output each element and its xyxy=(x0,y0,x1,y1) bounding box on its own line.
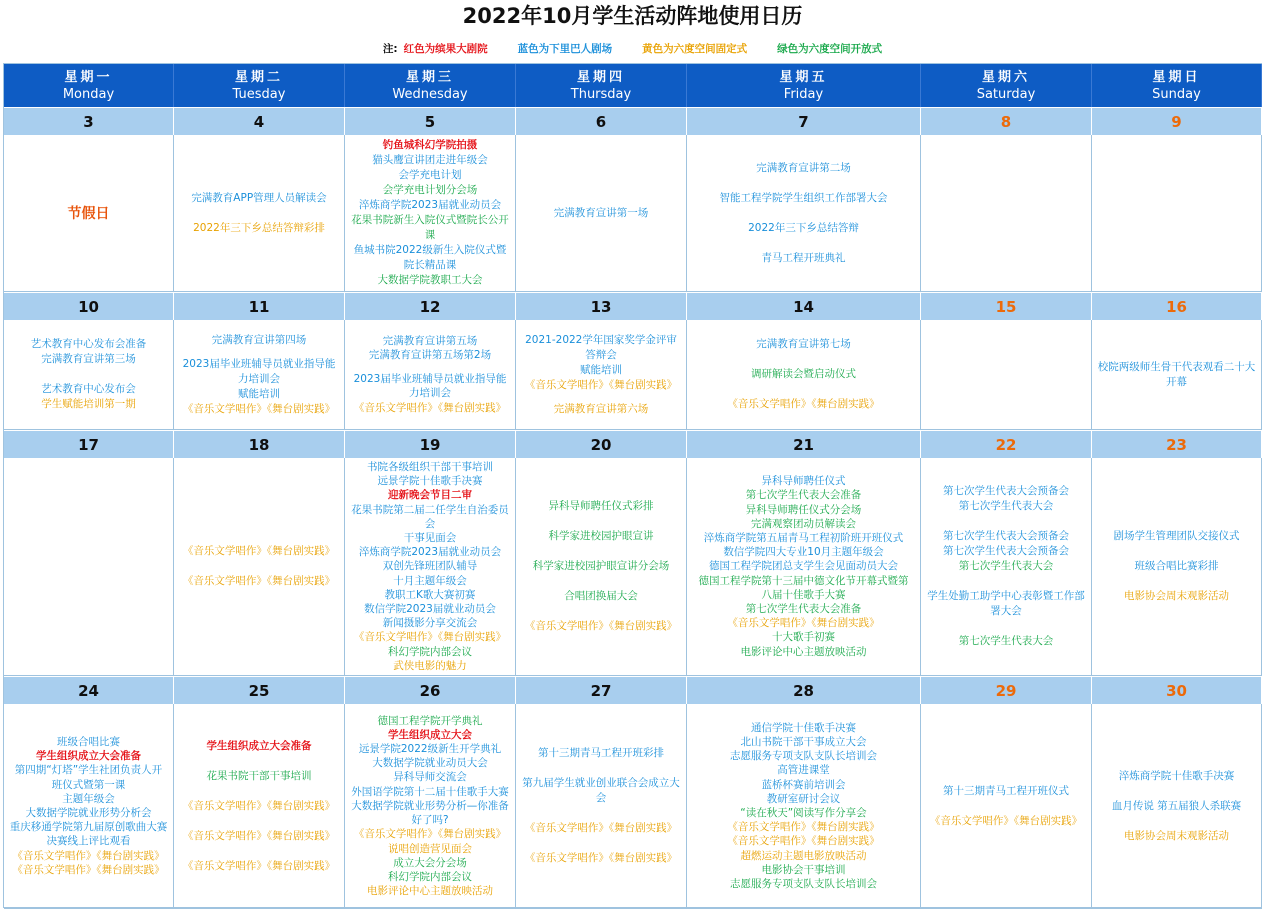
event-item: 学生组织成立大会准备 xyxy=(36,750,141,763)
day-cell xyxy=(345,320,516,430)
day-cell xyxy=(921,458,1092,676)
date-number: 3 xyxy=(4,107,174,135)
day-header-en: Saturday xyxy=(976,86,1036,102)
event-item: 鱼城书院2022级新生入院仪式暨 xyxy=(353,244,507,256)
event-item: 艺术教育中心发布会准备 xyxy=(30,338,147,350)
event-item: 班级合唱比赛彩排 xyxy=(1134,560,1219,572)
day-cell xyxy=(516,458,687,676)
day-header-zh: 星期三 xyxy=(405,69,454,85)
event-item: 《音乐文学唱作》《舞台剧实践》 xyxy=(182,575,336,587)
event-item: 第十三期青马工程开班仪式 xyxy=(943,784,1069,797)
day-cell xyxy=(1092,135,1262,292)
event-item: 2022年三下乡总结答辩 xyxy=(748,221,859,234)
event-item: 完满观察团动员解读会 xyxy=(751,517,856,530)
event-item: 花果书院干部干事培训 xyxy=(206,769,312,782)
date-number: 16 xyxy=(1092,292,1262,320)
event-item: 《音乐文学唱作》《舞台剧实践》 xyxy=(727,617,880,630)
event-item: 《音乐文学唱作》《舞台剧实践》 xyxy=(727,821,880,834)
event-item: 院长精品课 xyxy=(403,259,457,271)
holiday-label: 节假日 xyxy=(67,206,110,222)
event-item: 远景学院2022级新生开学典礼 xyxy=(358,743,502,756)
event-item: 完满教育宣讲第六场 xyxy=(553,402,649,415)
event-item: 决赛线上评比观看 xyxy=(46,835,131,848)
day-cell xyxy=(1092,458,1262,676)
color-legend xyxy=(0,40,1265,58)
event-item: 淬炼商学院第五届青马工程初阶班开班仪式 xyxy=(703,531,904,544)
event-item: 电影协会周末观影活动 xyxy=(1124,590,1229,602)
event-item: 2023届毕业班辅导员就业指导能 xyxy=(353,372,507,385)
day-header xyxy=(4,64,174,107)
day-cell xyxy=(4,458,174,676)
legend-green: 绿色为六度空间开放式 xyxy=(777,43,883,55)
event-item: 学生处勤工助学中心表彰暨工作部 xyxy=(927,590,1085,602)
event-item: 科学家进校园护眼宣讲 xyxy=(548,530,654,542)
date-number: 18 xyxy=(174,430,345,458)
event-item: 德国工程学院团总支学生会见面动员大会 xyxy=(709,560,898,573)
day-cell xyxy=(1092,704,1262,909)
date-number: 28 xyxy=(687,676,921,704)
event-item: 干事见面会 xyxy=(403,531,457,544)
event-item: 科幻学院内部会议 xyxy=(388,870,472,883)
event-item: 智能工程学院学生组织工作部署大会 xyxy=(719,191,888,204)
date-number: 27 xyxy=(516,676,687,704)
event-item: 《音乐文学唱作》《舞台剧实践》 xyxy=(182,402,336,415)
date-number: 22 xyxy=(921,430,1092,458)
event-item: 赋能培训 xyxy=(580,363,622,376)
day-cell xyxy=(4,135,174,292)
event-item: 学生组织成立大会准备 xyxy=(206,739,312,752)
date-number: 6 xyxy=(516,107,687,135)
legend-yellow: 黄色为六度空间固定式 xyxy=(642,43,748,55)
event-item: 外国语学院第十二届十佳歌手大赛 xyxy=(351,785,509,798)
event-item: 艺术教育中心发布会 xyxy=(41,383,136,395)
day-header xyxy=(687,64,921,107)
event-item: 校院两级师生骨干代表观看二十大 xyxy=(1097,360,1256,373)
day-header-zh: 星期日 xyxy=(1152,69,1201,85)
event-item: 北山书院干部干事成立大会 xyxy=(740,735,867,748)
event-item: 教研室研讨会议 xyxy=(766,792,841,805)
event-item: 完满教育宣讲第二场 xyxy=(756,161,851,174)
event-item: 第四期“灯塔”学生社团负责人开 xyxy=(14,764,163,777)
event-item: 双创先锋班团队辅导 xyxy=(382,560,478,573)
event-item: 完满教育宣讲第四场 xyxy=(211,333,307,346)
event-item: 《音乐文学唱作》《舞台剧实践》 xyxy=(524,620,678,632)
day-cell xyxy=(345,458,516,676)
event-item: 第七次学生代表大会预备会 xyxy=(943,530,1069,542)
day-header xyxy=(345,64,516,107)
event-item: 署大会 xyxy=(990,605,1022,617)
event-item: 会学充电计划分会场 xyxy=(382,184,478,196)
event-item: 《音乐文学唱作》《舞台剧实践》 xyxy=(12,863,165,876)
event-item: 《音乐文学唱作》《舞台剧实践》 xyxy=(182,859,336,872)
event-item: 说唱创造营见面会 xyxy=(388,842,472,855)
event-item: 2022年三下乡总结答辩彩排 xyxy=(193,221,325,234)
day-cell xyxy=(921,135,1092,292)
event-item: 重庆移通学院第九届原创歌曲大赛 xyxy=(9,821,168,834)
date-number: 20 xyxy=(516,430,687,458)
day-cell xyxy=(687,320,921,430)
date-number: 5 xyxy=(345,107,516,135)
day-cell xyxy=(174,135,345,292)
event-item: 会学充电计划 xyxy=(398,169,462,181)
event-item: 第七次学生代表大会预备会 xyxy=(943,545,1069,557)
day-cell xyxy=(4,704,174,909)
event-item: 志愿服务专项支队支队长培训会 xyxy=(730,750,877,763)
event-item: 班仪式暨第一课 xyxy=(51,778,126,791)
day-header-en: Wednesday xyxy=(392,86,468,102)
day-header-zh: 星期一 xyxy=(64,69,113,85)
event-item: 《音乐文学唱作》《舞台剧实践》 xyxy=(524,378,678,391)
event-item: 志愿服务专项支队支队长培训会 xyxy=(730,878,877,891)
event-item: 书院各级组织干部干事培训 xyxy=(367,460,493,473)
event-item: 钓鱼城科幻学院拍摄 xyxy=(382,139,478,151)
event-item: 电影评论中心主题放映活动 xyxy=(367,885,493,898)
event-item: “读在秋天”阅读写作分享会 xyxy=(740,807,867,819)
date-number: 12 xyxy=(345,292,516,320)
event-item: 赋能培训 xyxy=(238,387,280,400)
event-item: 德国工程学院开学典礼 xyxy=(377,714,483,727)
legend-red: 红色为缤果大剧院 xyxy=(403,43,488,55)
event-item: 2023届毕业班辅导员就业指导能 xyxy=(182,357,336,370)
event-item: 血月传说 第五届狼人杀联赛 xyxy=(1111,799,1242,812)
event-item: 青马工程开班典礼 xyxy=(761,251,846,264)
event-item: 异科导师聘任仪式 xyxy=(761,475,846,488)
day-cell xyxy=(1092,320,1262,430)
event-item: 主题年级会 xyxy=(62,792,115,805)
event-item: 班级合唱比赛 xyxy=(57,735,120,748)
date-number: 4 xyxy=(174,107,345,135)
event-item: 第七次学生代表大会 xyxy=(958,560,1054,572)
day-cell xyxy=(345,135,516,292)
event-item: 合唱团换届大会 xyxy=(564,590,638,602)
legend-note: 注: xyxy=(382,43,398,55)
event-item: 第七次学生代表大会预备会 xyxy=(943,485,1069,497)
event-item: 力培训会 xyxy=(238,372,280,385)
day-cell xyxy=(4,320,174,430)
event-item: 异科导师聘任仪式彩排 xyxy=(548,500,654,512)
day-header-en: Monday xyxy=(62,86,115,102)
event-item: 淬炼商学院十佳歌手决赛 xyxy=(1118,769,1235,782)
event-item: 《音乐文学唱作》《舞台剧实践》 xyxy=(524,852,678,864)
date-number: 10 xyxy=(4,292,174,320)
event-item: 《音乐文学唱作》《舞台剧实践》 xyxy=(353,401,507,414)
event-item: 剧场学生管理团队交接仪式 xyxy=(1113,530,1240,542)
date-number: 9 xyxy=(1092,107,1262,135)
day-header-zh: 星期六 xyxy=(981,69,1030,85)
date-number: 29 xyxy=(921,676,1092,704)
day-cell xyxy=(516,320,687,430)
day-cell xyxy=(174,458,345,676)
event-item: 《音乐文学唱作》《舞台剧实践》 xyxy=(524,822,678,834)
event-item: 电影协会干事培训 xyxy=(761,863,846,876)
event-item: 完满教育宣讲第一场 xyxy=(553,206,649,219)
day-header-zh: 星期五 xyxy=(779,69,828,85)
event-item: 完满教育APP管理人员解读会 xyxy=(191,191,327,204)
event-item: 异科导师交流会 xyxy=(393,771,467,784)
day-cell xyxy=(516,135,687,292)
date-number: 14 xyxy=(687,292,921,320)
event-item: 花果书院第二届二任学生自治委员会 xyxy=(351,503,509,530)
event-item: 学生组织成立大会 xyxy=(388,728,472,741)
day-header xyxy=(516,64,687,107)
event-item: 八届十佳歌手大赛 xyxy=(761,588,846,601)
legend-blue: 蓝色为下里巴人剧场 xyxy=(517,43,613,55)
event-item: 完满教育宣讲第七场 xyxy=(756,338,851,350)
event-item: 通信学院十佳歌手决赛 xyxy=(751,721,856,734)
event-item: 十月主题年级会 xyxy=(393,574,467,587)
event-item: 远景学院十佳歌手决赛 xyxy=(377,475,483,488)
event-item: 《音乐文学唱作》《舞台剧实践》 xyxy=(182,829,336,842)
event-item: 大数据学院就业形势分析—你准备 xyxy=(351,799,509,812)
event-item: 力培训会 xyxy=(409,387,451,400)
event-item: 大数据学院就业动员大会 xyxy=(372,757,488,770)
event-item: 淬炼商学院2023届就业动员会 xyxy=(358,199,502,211)
day-cell xyxy=(921,704,1092,909)
event-item: 德国工程学院第十三届中德文化节开幕式暨第 xyxy=(698,574,909,587)
event-item: 开幕 xyxy=(1166,375,1187,388)
event-item: 蓝桥杯赛前培训会 xyxy=(761,778,846,791)
date-number: 8 xyxy=(921,107,1092,135)
event-item: 超燃运动主题电影放映活动 xyxy=(740,849,867,862)
event-item: 完满教育宣讲第五场 xyxy=(382,334,478,347)
event-item: 答辩会 xyxy=(585,348,617,361)
event-item: 异科导师聘任仪式分会场 xyxy=(745,503,862,516)
date-number: 13 xyxy=(516,292,687,320)
day-header-zh: 星期四 xyxy=(576,69,625,85)
event-item: 教职工K歌大赛初赛 xyxy=(384,588,476,601)
event-item: 数信学院四大专业10月主题年级会 xyxy=(723,546,884,559)
event-item: 科学家进校园护眼宣讲分会场 xyxy=(532,560,670,572)
day-header-en: Tuesday xyxy=(232,86,286,102)
day-cell xyxy=(921,320,1092,430)
event-item: 猫头鹰宣讲团走进年级会 xyxy=(372,154,488,166)
event-item: 新闻摄影分享交流会 xyxy=(382,617,478,630)
event-item: 《音乐文学唱作》《舞台剧实践》 xyxy=(727,835,880,848)
event-item: 第七次学生代表大会 xyxy=(958,635,1054,647)
date-number: 23 xyxy=(1092,430,1262,458)
event-item: 高管进课堂 xyxy=(777,764,830,777)
day-header-zh: 星期二 xyxy=(234,69,283,85)
event-item: 《音乐文学唱作》《舞台剧实践》 xyxy=(182,545,336,557)
event-item: 完满教育宣讲第五场第2场 xyxy=(368,349,492,362)
event-item: 第七次学生代表大会 xyxy=(958,500,1054,512)
event-item: 电影评论中心主题放映活动 xyxy=(740,645,867,658)
day-header-en: Thursday xyxy=(570,86,632,102)
event-item: 完满教育宣讲第三场 xyxy=(41,353,136,365)
day-cell xyxy=(687,704,921,909)
date-number: 11 xyxy=(174,292,345,320)
day-cell xyxy=(174,320,345,430)
event-item: 《音乐文学唱作》《舞台剧实践》 xyxy=(12,849,165,862)
event-item: 好了吗? xyxy=(411,814,449,827)
event-item: 《音乐文学唱作》《舞台剧实践》 xyxy=(929,814,1083,827)
day-cell xyxy=(516,704,687,909)
event-item: 十大歌手初赛 xyxy=(772,631,835,644)
event-item: 武侠电影的魅力 xyxy=(393,659,467,672)
event-item: 《音乐文学唱作》《舞台剧实践》 xyxy=(182,799,336,812)
day-header-en: Sunday xyxy=(1152,86,1201,102)
day-cell xyxy=(687,458,921,676)
date-number: 19 xyxy=(345,430,516,458)
day-header-en: Friday xyxy=(783,86,824,102)
date-number: 15 xyxy=(921,292,1092,320)
event-item: 电影协会周末观影活动 xyxy=(1124,829,1229,842)
event-item: 《音乐文学唱作》《舞台剧实践》 xyxy=(353,828,507,841)
event-item: 学生赋能培训第一期 xyxy=(41,398,136,410)
event-item: 会 xyxy=(595,792,607,804)
event-item: 第九届学生就业创业联合会成立大 xyxy=(522,777,680,789)
event-item: 科幻学院内部会议 xyxy=(388,645,472,658)
date-number: 21 xyxy=(687,430,921,458)
event-item: 数信学院2023届就业动员会 xyxy=(364,603,496,615)
event-item: 大数据学院教职工大会 xyxy=(377,274,483,286)
date-number: 30 xyxy=(1092,676,1262,704)
day-header xyxy=(921,64,1092,107)
event-item: 成立大会分会场 xyxy=(393,856,467,869)
date-number: 7 xyxy=(687,107,921,135)
date-number: 17 xyxy=(4,430,174,458)
event-item: 第十三期青马工程开班彩排 xyxy=(538,747,664,759)
event-item: 淬炼商学院2023届就业动员会 xyxy=(358,546,502,559)
day-cell xyxy=(174,704,345,909)
event-item: 2021-2022学年国家奖学金评审 xyxy=(525,333,677,346)
date-number: 24 xyxy=(4,676,174,704)
date-number: 26 xyxy=(345,676,516,704)
event-item: 大数据学院就业形势分析会 xyxy=(25,807,152,819)
event-item: 调研解读会暨启动仪式 xyxy=(751,368,856,380)
event-item: 《音乐文学唱作》《舞台剧实践》 xyxy=(727,398,880,410)
page-title: 2022年10月学生活动阵地使用日历 xyxy=(462,4,803,28)
day-cell xyxy=(345,704,516,909)
day-cell xyxy=(687,135,921,292)
day-header xyxy=(174,64,345,107)
event-item: 花果书院新生入院仪式暨院长公开 xyxy=(351,214,509,226)
event-item: 第七次学生代表大会准备 xyxy=(745,603,862,615)
event-item: 迎新晚会节目二审 xyxy=(388,489,472,502)
day-header xyxy=(1092,64,1262,107)
calendar-grid xyxy=(3,63,1262,908)
event-item: 《音乐文学唱作》《舞台剧实践》 xyxy=(353,631,507,644)
event-item: 课 xyxy=(424,229,436,241)
event-item: 第七次学生代表大会准备 xyxy=(745,489,862,502)
date-number: 25 xyxy=(174,676,345,704)
